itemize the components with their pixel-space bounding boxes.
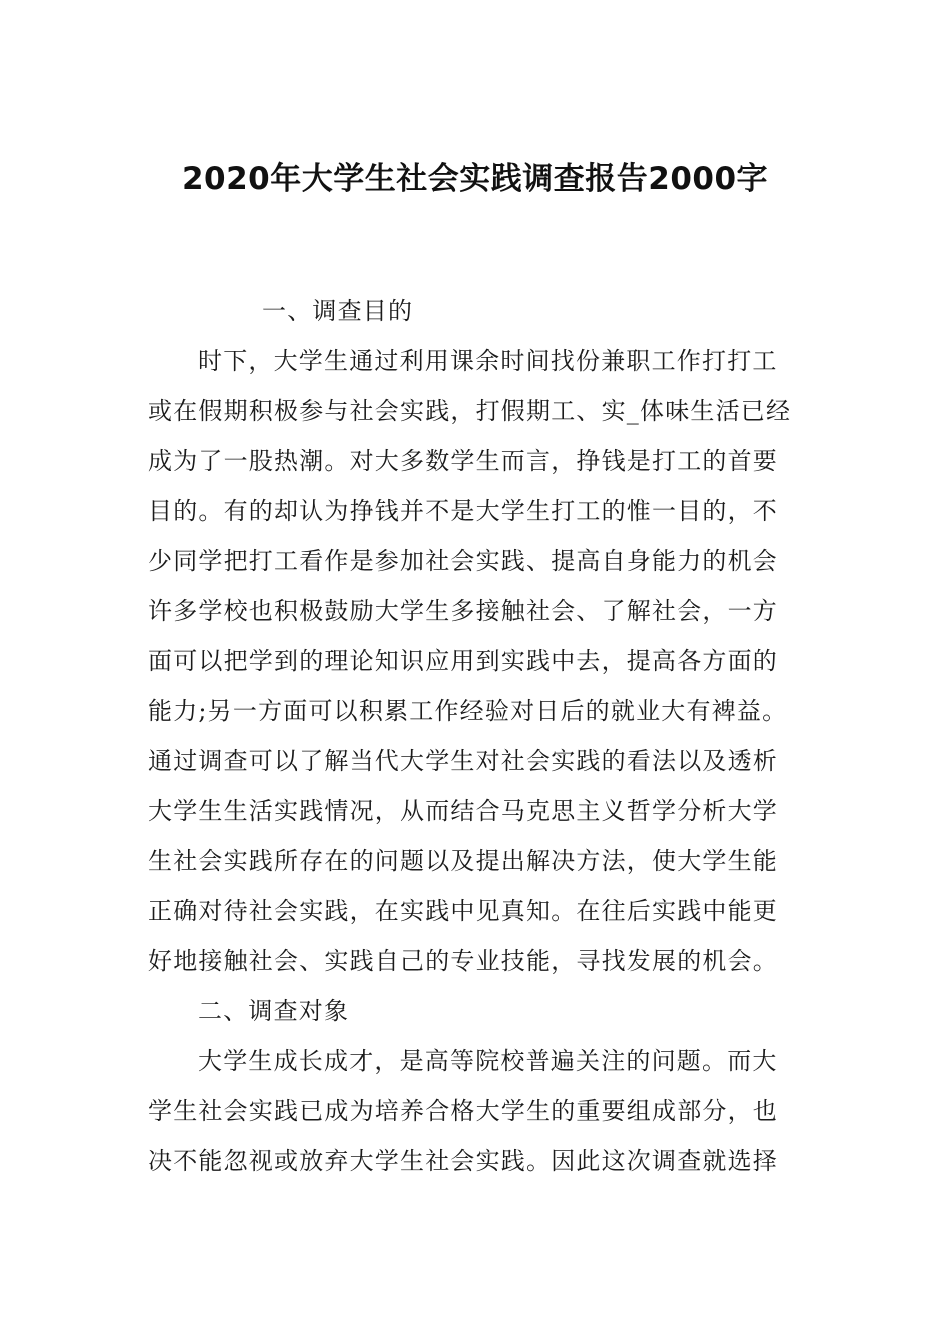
paragraph-line: 大学生成长成才，是高等院校普遍关注的问题。而大	[198, 1047, 778, 1075]
paragraph-line: 大学生生活实践情况，从而结合马克思主义哲学分析大学	[148, 797, 778, 825]
paragraph-line: 成为了一股热潮。对大多数学生而言，挣钱是打工的首要	[148, 447, 778, 475]
paragraph-line: 能力;另一方面可以积累工作经验对日后的就业大有裨益。	[148, 697, 788, 725]
paragraph-line: 面可以把学到的理论知识应用到实践中去，提高各方面的	[148, 647, 778, 675]
paragraph-line: 学生社会实践已成为培养合格大学生的重要组成部分，也	[148, 1097, 778, 1125]
section-heading-subjects: 二、调查对象	[198, 997, 350, 1025]
paragraph-line: 许多学校也积极鼓励大学生多接触社会、了解社会，一方	[148, 597, 778, 625]
document-title: 2020年大学生社会实践调查报告2000字	[181, 161, 769, 197]
section-heading-purpose: 一、调查目的	[262, 297, 414, 325]
paragraph-line: 少同学把打工看作是参加社会实践、提高自身能力的机会	[148, 547, 778, 575]
document-body	[148, 286, 808, 1186]
paragraph-line: 目的。有的却认为挣钱并不是大学生打工的惟一目的，不	[148, 497, 778, 525]
paragraph-line: 通过调查可以了解当代大学生对社会实践的看法以及透析	[148, 747, 778, 775]
paragraph-line: 决不能忽视或放弃大学生社会实践。因此这次调查就选择	[148, 1147, 778, 1175]
paragraph-line: 或在假期积极参与社会实践，打假期工、实_体味生活已经	[148, 397, 792, 425]
paragraph-line: 生社会实践所存在的问题以及提出解决方法，使大学生能	[148, 847, 778, 875]
paragraph-line: 好地接触社会、实践自己的专业技能，寻找发展的机会。	[148, 947, 778, 975]
paragraph-line: 正确对待社会实践，在实践中见真知。在往后实践中能更	[148, 897, 778, 925]
paragraph-line: 时下，大学生通过利用课余时间找份兼职工作打打工	[198, 347, 778, 375]
